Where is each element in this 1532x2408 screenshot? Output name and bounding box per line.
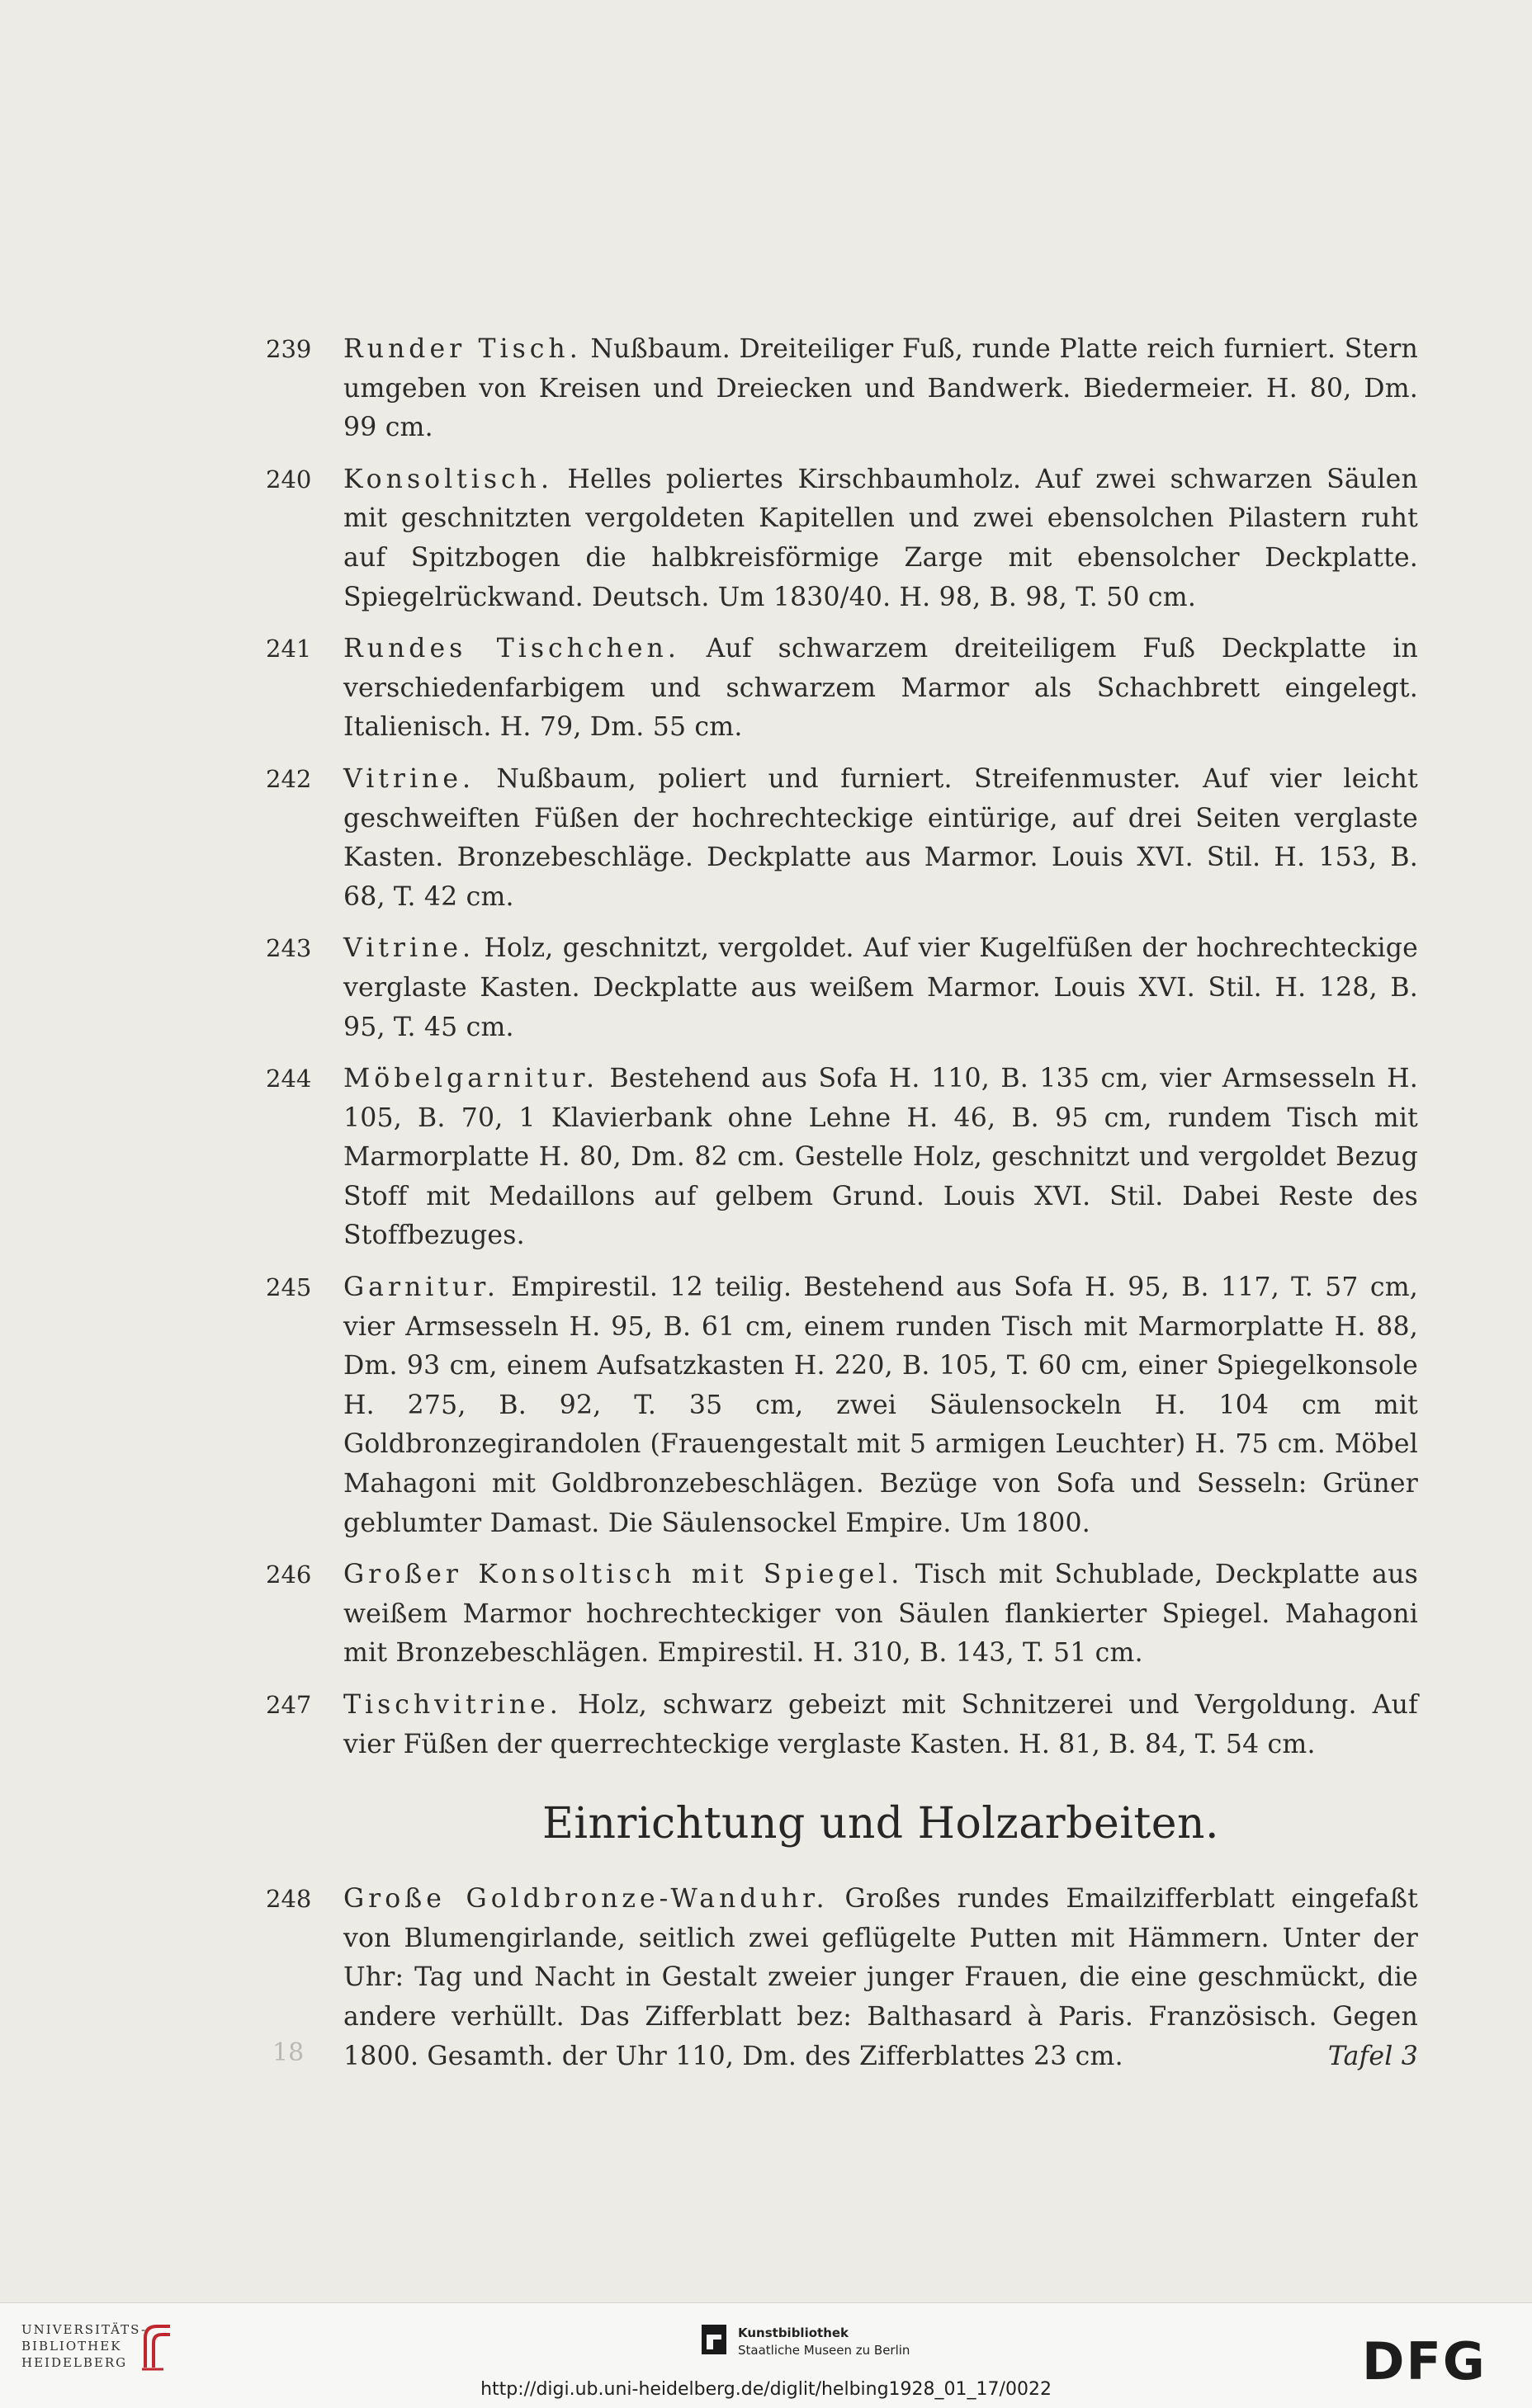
catalog-entry — [262, 1686, 1418, 1764]
catalog-entry — [262, 1060, 1418, 1256]
entry-heading: Tischvitrine. — [343, 1690, 562, 1720]
plate-reference: Tafel 3 — [1327, 2041, 1418, 2071]
entry-number: 247 — [266, 1691, 312, 1719]
catalog-entry — [262, 460, 1418, 617]
entry-heading: Großer Konsoltisch mit Spiegel. — [343, 1560, 904, 1590]
university-library-logo[interactable] — [21, 2321, 147, 2371]
catalog-entry — [262, 1880, 1418, 2076]
footer-bar — [0, 2302, 1532, 2408]
page-number: 18 — [272, 2038, 305, 2067]
entry-heading: Große Goldbronze-Wanduhr. — [343, 1884, 829, 1915]
entry-text: Bestehend aus Sofa H. 110, B. 135 cm, vier Armsesseln H. 105, B. 70, 1 Klavierbank ohne Lehne H. 46, B. 95 cm, rundem Tisch mit Marmorplatte H. 80, Dm. 82 cm. Gestelle Holz, geschnitzt und vergoldet Bezug Stoff mit Medaillons auf gelbem Grund. Louis XVI. Stil. Dabei Reste des Stoffbezuges. — [343, 1064, 1418, 1251]
catalog-entry — [262, 630, 1418, 748]
entry-heading: Vitrine. — [343, 933, 475, 964]
kunstbibliothek-icon — [702, 2325, 726, 2354]
entry-number: 245 — [266, 1273, 312, 1302]
kunstbibliothek-title: Kunstbibliothek — [738, 2325, 849, 2340]
section-title: Einrichtung und Holzarbeiten. — [541, 1799, 1220, 1849]
entry-text: Großes rundes Emailzifferblatt eingefaßt von Blumengirlande, seitlich zwei geflügelte Putten mit Hämmern. Unter der Uhr: Tag und Nacht in Gestalt zweier junger Frauen, die eine geschmückt, die andere verhüllt. Das Zifferblatt bez: Balthasard à Paris. Französisch. Gegen 1800. Gesamth. der Uhr 110, Dm. des Zifferblattes 23 cm. — [343, 1884, 1419, 2071]
entry-heading: Möbelgarnitur. — [343, 1064, 599, 1094]
entry-number: 248 — [266, 1885, 312, 1914]
entry-heading: Rundes Tischchen. — [343, 634, 680, 664]
entry-text: Nußbaum, poliert und furniert. Streifenmuster. Auf vier leicht geschweiften Füßen der hochrechteckige eintürige, auf drei Seiten verglaste Kasten. Bronzebeschläge. Deckplatte aus Marmor. Louis XVI. Stil. H. 153, B. 68, T. 42 cm. — [343, 763, 1418, 912]
entry-heading: Runder Tisch. — [343, 334, 582, 364]
entry-number: 243 — [266, 934, 312, 963]
entry-text: Holz, schwarz gebeizt mit Schnitzerei und Vergoldung. Auf vier Füßen der querrechteckige verglaste Kasten. H. 81, B. 84, T. 54 cm. — [343, 1690, 1419, 1759]
entry-text: Tisch mit Schublade, Deckplatte aus weißem Marmor hochrechteckiger von Säulen flankierter Spiegel. Mahagoni mit Bronzebeschlägen. Empirestil. H. 310, B. 143, T. 51 cm. — [343, 1560, 1418, 1669]
entry-heading: Garnitur. — [343, 1272, 499, 1303]
catalog-entry — [262, 1556, 1418, 1674]
entry-number: 244 — [266, 1065, 312, 1093]
entry-number: 246 — [266, 1560, 312, 1589]
catalog-entry — [262, 330, 1418, 448]
catalog-entries — [262, 330, 1418, 2089]
kunstbibliothek-subtitle: Staatliche Museen zu Berlin — [738, 2343, 910, 2358]
university-emblem-icon — [139, 2321, 175, 2374]
entry-text: Auf schwarzem dreiteiligem Fuß Deckplatte in verschiedenfarbigem und schwarzem Marmor als Schachbrett eingelegt. Italienisch. H. 79, Dm. 55 cm. — [343, 634, 1418, 743]
catalog-entry — [262, 760, 1418, 917]
permalink-url[interactable]: http://digi.ub.uni-heidelberg.de/diglit/helbing1928_01_17/0022 — [480, 2379, 1052, 2400]
entry-text: Holz, geschnitzt, vergoldet. Auf vier Kugelfüßen der hochrechteckige verglaste Kasten. Deckplatte aus weißem Marmor. Louis XVI. Stil. H. 128, B. 95, T. 45 cm. — [343, 933, 1418, 1042]
entry-text: Helles poliertes Kirschbaumholz. Auf zwei schwarzen Säulen mit geschnitzten vergoldeten Kapitellen und zwei ebensolchen Pilastern ruht auf Spitzbogen die halbkreisförmige Zarge mit ebensolcher Deckplatte. Spiegelrückwand. Deutsch. Um 1830/40. H. 98, B. 98, T. 50 cm. — [343, 464, 1418, 612]
entry-heading: Vitrine. — [343, 763, 475, 794]
kunstbibliothek-logo[interactable] — [702, 2325, 910, 2359]
entry-heading: Konsoltisch. — [343, 464, 553, 494]
dfg-logo[interactable]: DFG — [1362, 2331, 1487, 2391]
entry-number: 241 — [266, 635, 312, 663]
entry-number: 240 — [266, 465, 312, 493]
entry-text: Empirestil. 12 teilig. Bestehend aus Sofa H. 95, B. 117, T. 57 cm, vier Armsesseln H. 95, B. 61 cm, einem runden Tisch mit Marmorplatte H. 88, Dm. 93 cm, einem Aufsatzkasten H. 220, B. 105, T. 60 cm, einer Spiegelkonsole H. 275, B. 92, T. 35 cm, zwei Säulensockeln H. 104 cm mit Goldbronzegirandolen (Frauengestalt mit 5 armigen Leuchter) H. 75 cm. Möbel Mahagoni mit Goldbronzebeschlägen. Bezüge von Sofa und Sesseln: Grüner geblumter Damast. Die Säulensockel Empire. Um 1800. — [343, 1272, 1418, 1538]
entry-text: Nußbaum. Dreiteiliger Fuß, runde Platte reich furniert. Stern umgeben von Kreisen und Dreiecken und Bandwerk. Biedermeier. H. 80, Dm. 99 cm. — [343, 334, 1418, 443]
catalog-entry — [262, 1268, 1418, 1543]
catalog-entry — [262, 929, 1418, 1047]
entry-number: 239 — [266, 335, 312, 363]
university-library-name: UNIVERSITÄTS- BIBLIOTHEK HEIDELBERG — [21, 2322, 148, 2370]
entry-number: 242 — [266, 764, 312, 793]
